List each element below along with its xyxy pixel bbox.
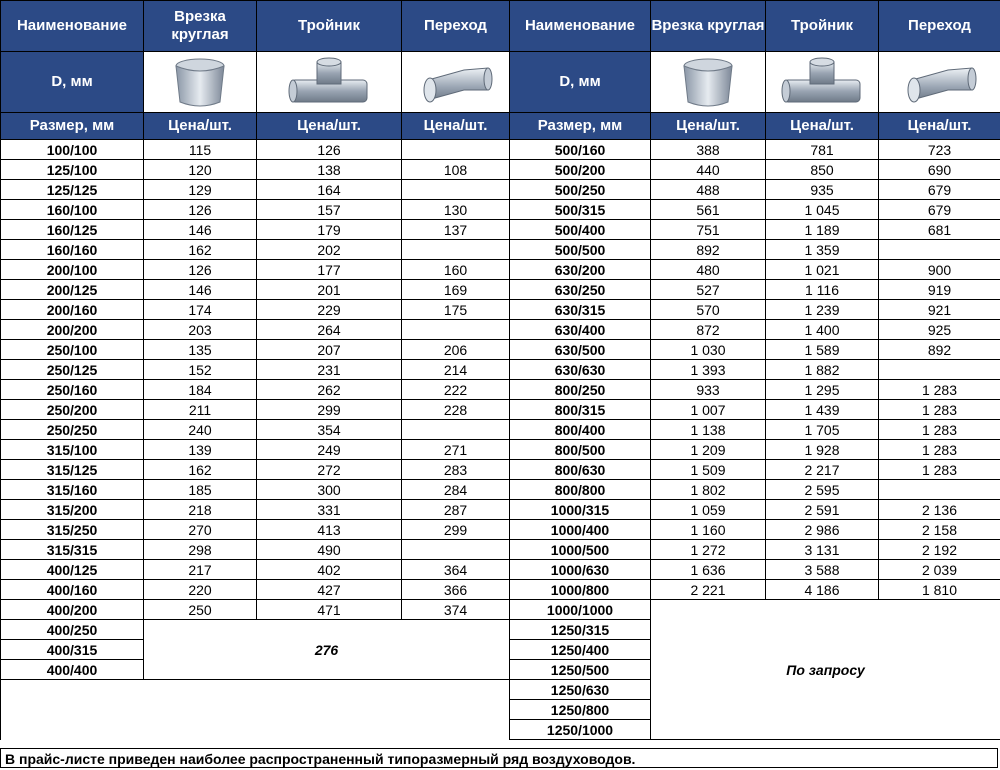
tee-price-cell: 207 xyxy=(257,340,402,360)
tee-price-cell: 272 xyxy=(257,460,402,480)
transition-price-cell: 169 xyxy=(402,280,510,300)
transition-price-cell: 681 xyxy=(879,220,1000,240)
size-cell: 250/100 xyxy=(1,340,144,360)
size-cell: 1000/1000 xyxy=(510,600,651,620)
tee-price-cell: 935 xyxy=(766,180,879,200)
size-cell: 200/200 xyxy=(1,320,144,340)
cut-price-cell: 892 xyxy=(651,240,766,260)
tee-price-cell: 201 xyxy=(257,280,402,300)
transition-price-cell xyxy=(402,180,510,200)
table-row xyxy=(1,180,1000,200)
table-row xyxy=(1,600,1000,620)
tee-price-cell: 471 xyxy=(257,600,402,620)
tee-price-cell: 231 xyxy=(257,360,402,380)
cut-price-cell: 1 509 xyxy=(651,460,766,480)
transition-price-cell: 1 283 xyxy=(879,400,1000,420)
tee-price-cell: 1 439 xyxy=(766,400,879,420)
size-cell: 1000/315 xyxy=(510,500,651,520)
size-cell: 630/500 xyxy=(510,340,651,360)
cut-price-cell: 1 272 xyxy=(651,540,766,560)
price-label: Цена/шт. xyxy=(879,113,1000,140)
cut-price-cell: 1 209 xyxy=(651,440,766,460)
size-cell: 160/125 xyxy=(1,220,144,240)
transition-price-cell: 1 283 xyxy=(879,440,1000,460)
tee-price-cell: 2 591 xyxy=(766,500,879,520)
cut-price-cell: 129 xyxy=(144,180,257,200)
transition-price-cell: 287 xyxy=(402,500,510,520)
empty-cell xyxy=(1,680,510,740)
transition-price-cell: 921 xyxy=(879,300,1000,320)
cut-price-cell: 185 xyxy=(144,480,257,500)
size-cell: 160/160 xyxy=(1,240,144,260)
tee-price-cell: 1 705 xyxy=(766,420,879,440)
table-row xyxy=(1,140,1000,160)
cut-price-cell: 2 221 xyxy=(651,580,766,600)
header-row-names xyxy=(1,1,1000,52)
size-cell: 400/125 xyxy=(1,560,144,580)
table-row xyxy=(1,280,1000,300)
tee-price-cell: 3 131 xyxy=(766,540,879,560)
cut-price-cell: 872 xyxy=(651,320,766,340)
tee-price-cell: 299 xyxy=(257,400,402,420)
cut-price-cell: 1 802 xyxy=(651,480,766,500)
transition-price-cell: 679 xyxy=(879,200,1000,220)
price-label: Цена/шт. xyxy=(144,113,257,140)
round-cut-icon xyxy=(651,52,766,113)
tee-price-cell: 4 186 xyxy=(766,580,879,600)
table-row xyxy=(1,220,1000,240)
size-cell: 125/100 xyxy=(1,160,144,180)
transition-price-cell: 374 xyxy=(402,600,510,620)
d-label-right: D, мм xyxy=(510,52,651,113)
table-row xyxy=(1,300,1000,320)
tee-price-cell: 1 589 xyxy=(766,340,879,360)
cut-price-cell: 1 059 xyxy=(651,500,766,520)
size-cell: 800/400 xyxy=(510,420,651,440)
transition-price-cell xyxy=(402,320,510,340)
cut-price-cell: 1 030 xyxy=(651,340,766,360)
size-cell: 250/200 xyxy=(1,400,144,420)
tee-price-cell: 164 xyxy=(257,180,402,200)
tee-price-cell: 229 xyxy=(257,300,402,320)
size-cell: 500/160 xyxy=(510,140,651,160)
cut-price-cell: 162 xyxy=(144,240,257,260)
tee-price-cell: 1 359 xyxy=(766,240,879,260)
size-cell: 800/500 xyxy=(510,440,651,460)
d-label-left: D, мм xyxy=(1,52,144,113)
table-row xyxy=(1,440,1000,460)
tee-price-cell: 249 xyxy=(257,440,402,460)
size-cell: 160/100 xyxy=(1,200,144,220)
transition-price-cell: 284 xyxy=(402,480,510,500)
tee-icon xyxy=(257,52,402,113)
tee-price-cell: 177 xyxy=(257,260,402,280)
cut-price-cell: 1 160 xyxy=(651,520,766,540)
table-row xyxy=(1,560,1000,580)
price-label: Цена/шт. xyxy=(402,113,510,140)
cut-price-cell: 527 xyxy=(651,280,766,300)
table-row xyxy=(1,400,1000,420)
cut-price-cell: 570 xyxy=(651,300,766,320)
transition-price-cell xyxy=(879,360,1000,380)
tee-price-cell: 1 045 xyxy=(766,200,879,220)
size-cell: 400/160 xyxy=(1,580,144,600)
tee-price-cell: 1 882 xyxy=(766,360,879,380)
cut-price-cell: 240 xyxy=(144,420,257,440)
tee-price-cell: 490 xyxy=(257,540,402,560)
cut-price-cell: 1 636 xyxy=(651,560,766,580)
cut-price-cell: 203 xyxy=(144,320,257,340)
table-row xyxy=(1,580,1000,600)
tee-price-cell: 157 xyxy=(257,200,402,220)
table-row xyxy=(1,360,1000,380)
cut-price-cell: 220 xyxy=(144,580,257,600)
size-cell: 250/160 xyxy=(1,380,144,400)
size-cell: 500/500 xyxy=(510,240,651,260)
tee-price-cell: 781 xyxy=(766,140,879,160)
tee-price-cell: 1 400 xyxy=(766,320,879,340)
tee-price-cell: 138 xyxy=(257,160,402,180)
cut-price-cell: 217 xyxy=(144,560,257,580)
transition-price-cell xyxy=(402,540,510,560)
size-cell: 315/160 xyxy=(1,480,144,500)
size-cell: 1250/400 xyxy=(510,640,651,660)
size-cell: 250/125 xyxy=(1,360,144,380)
cut-price-cell: 126 xyxy=(144,200,257,220)
size-cell: 400/250 xyxy=(1,620,144,640)
price-label: Цена/шт. xyxy=(766,113,879,140)
size-cell: 200/100 xyxy=(1,260,144,280)
size-cell: 1000/500 xyxy=(510,540,651,560)
size-cell: 400/400 xyxy=(1,660,144,680)
table-row xyxy=(1,240,1000,260)
tee-price-cell: 300 xyxy=(257,480,402,500)
tee-price-cell: 1 116 xyxy=(766,280,879,300)
size-cell: 100/100 xyxy=(1,140,144,160)
transition-price-cell: 2 158 xyxy=(879,520,1000,540)
tee-price-cell: 1 021 xyxy=(766,260,879,280)
transition-price-cell: 366 xyxy=(402,580,510,600)
transition-price-cell: 900 xyxy=(879,260,1000,280)
cut-price-cell: 115 xyxy=(144,140,257,160)
tee-price-cell: 1 239 xyxy=(766,300,879,320)
size-cell: 1250/630 xyxy=(510,680,651,700)
cut-price-cell: 184 xyxy=(144,380,257,400)
transition-price-cell: 108 xyxy=(402,160,510,180)
table-row xyxy=(1,200,1000,220)
price-label: Цена/шт. xyxy=(651,113,766,140)
cut-price-cell: 480 xyxy=(651,260,766,280)
tee-price-cell: 354 xyxy=(257,420,402,440)
table-row xyxy=(1,420,1000,440)
transition-price-cell: 299 xyxy=(402,520,510,540)
tee-price-cell: 2 986 xyxy=(766,520,879,540)
transition-price-cell: 271 xyxy=(402,440,510,460)
cut-price-cell: 270 xyxy=(144,520,257,540)
table-row xyxy=(1,480,1000,500)
size-cell: 200/125 xyxy=(1,280,144,300)
transition-price-cell: 137 xyxy=(402,220,510,240)
cut-price-cell: 139 xyxy=(144,440,257,460)
size-cell: 315/315 xyxy=(1,540,144,560)
table-row xyxy=(1,460,1000,480)
table-row xyxy=(1,340,1000,360)
size-cell: 125/125 xyxy=(1,180,144,200)
size-cell: 800/315 xyxy=(510,400,651,420)
size-cell: 630/400 xyxy=(510,320,651,340)
col-name-right: Наименование xyxy=(510,1,651,52)
on-request-cell: По запросу xyxy=(651,600,1000,740)
cut-price-cell: 1 007 xyxy=(651,400,766,420)
transition-price-cell: 919 xyxy=(879,280,1000,300)
table-row xyxy=(1,500,1000,520)
tee-price-cell: 331 xyxy=(257,500,402,520)
cut-price-cell: 933 xyxy=(651,380,766,400)
size-cell: 630/200 xyxy=(510,260,651,280)
transition-price-cell: 1 283 xyxy=(879,380,1000,400)
transition-price-cell xyxy=(879,240,1000,260)
size-cell: 315/200 xyxy=(1,500,144,520)
table-row xyxy=(1,320,1000,340)
size-cell: 1000/630 xyxy=(510,560,651,580)
cut-price-cell: 1 393 xyxy=(651,360,766,380)
col-tee-right: Тройник xyxy=(766,1,879,52)
cut-price-cell: 146 xyxy=(144,280,257,300)
cut-price-cell: 488 xyxy=(651,180,766,200)
table-row xyxy=(1,260,1000,280)
transition-price-cell: 1 283 xyxy=(879,460,1000,480)
cut-price-cell: 174 xyxy=(144,300,257,320)
size-cell: 630/250 xyxy=(510,280,651,300)
size-cell: 1250/1000 xyxy=(510,720,651,740)
size-cell: 630/315 xyxy=(510,300,651,320)
price-table-body xyxy=(1,140,1000,740)
header-row-units xyxy=(1,113,1000,140)
transition-price-cell: 228 xyxy=(402,400,510,420)
size-cell: 500/250 xyxy=(510,180,651,200)
cut-price-cell: 440 xyxy=(651,160,766,180)
size-cell: 1250/500 xyxy=(510,660,651,680)
table-row xyxy=(1,520,1000,540)
size-cell: 200/160 xyxy=(1,300,144,320)
transition-price-cell xyxy=(402,240,510,260)
cut-price-cell: 561 xyxy=(651,200,766,220)
tee-price-cell: 1 295 xyxy=(766,380,879,400)
transition-price-cell: 222 xyxy=(402,380,510,400)
size-cell: 250/250 xyxy=(1,420,144,440)
cut-price-cell: 162 xyxy=(144,460,257,480)
size-cell: 630/630 xyxy=(510,360,651,380)
transition-price-cell: 160 xyxy=(402,260,510,280)
size-cell: 500/400 xyxy=(510,220,651,240)
transition-price-cell: 214 xyxy=(402,360,510,380)
transition-price-cell xyxy=(879,480,1000,500)
size-cell: 800/250 xyxy=(510,380,651,400)
tee-price-cell: 2 217 xyxy=(766,460,879,480)
size-label-right: Размер, мм xyxy=(510,113,651,140)
tee-price-cell: 202 xyxy=(257,240,402,260)
size-cell: 315/125 xyxy=(1,460,144,480)
cut-price-cell: 152 xyxy=(144,360,257,380)
transition-price-cell: 2 136 xyxy=(879,500,1000,520)
size-cell: 800/800 xyxy=(510,480,651,500)
cut-price-cell: 298 xyxy=(144,540,257,560)
merged-price-cell: 276 xyxy=(144,620,510,680)
col-cut-right: Врезка круглая xyxy=(651,1,766,52)
transition-price-cell: 1 810 xyxy=(879,580,1000,600)
tee-price-cell: 1 189 xyxy=(766,220,879,240)
col-name-left: Наименование xyxy=(1,1,144,52)
header-row-images xyxy=(1,52,1000,113)
tee-price-cell: 402 xyxy=(257,560,402,580)
cut-price-cell: 388 xyxy=(651,140,766,160)
cut-price-cell: 146 xyxy=(144,220,257,240)
price-label: Цена/шт. xyxy=(257,113,402,140)
tee-price-cell: 264 xyxy=(257,320,402,340)
cut-price-cell: 1 138 xyxy=(651,420,766,440)
round-cut-icon xyxy=(144,52,257,113)
tee-price-cell: 179 xyxy=(257,220,402,240)
tee-icon xyxy=(766,52,879,113)
size-cell: 400/315 xyxy=(1,640,144,660)
transition-price-cell: 723 xyxy=(879,140,1000,160)
size-cell: 1250/315 xyxy=(510,620,651,640)
transition-price-cell: 892 xyxy=(879,340,1000,360)
cut-price-cell: 120 xyxy=(144,160,257,180)
size-cell: 1250/800 xyxy=(510,700,651,720)
col-tee-left: Тройник xyxy=(257,1,402,52)
col-cut-left: Врезка круглая xyxy=(144,1,257,52)
size-cell: 500/315 xyxy=(510,200,651,220)
transition-icon xyxy=(879,52,1000,113)
table-row xyxy=(1,160,1000,180)
size-cell: 1000/800 xyxy=(510,580,651,600)
tee-price-cell: 413 xyxy=(257,520,402,540)
tee-price-cell: 262 xyxy=(257,380,402,400)
cut-price-cell: 135 xyxy=(144,340,257,360)
table-row xyxy=(1,540,1000,560)
transition-price-cell: 690 xyxy=(879,160,1000,180)
size-label-left: Размер, мм xyxy=(1,113,144,140)
size-cell: 315/250 xyxy=(1,520,144,540)
transition-price-cell: 925 xyxy=(879,320,1000,340)
cut-price-cell: 126 xyxy=(144,260,257,280)
tee-price-cell: 1 928 xyxy=(766,440,879,460)
cut-price-cell: 211 xyxy=(144,400,257,420)
transition-icon xyxy=(402,52,510,113)
size-cell: 1000/400 xyxy=(510,520,651,540)
tee-price-cell: 3 588 xyxy=(766,560,879,580)
transition-price-cell: 283 xyxy=(402,460,510,480)
col-trans-right: Переход xyxy=(879,1,1000,52)
tee-price-cell: 850 xyxy=(766,160,879,180)
transition-price-cell: 175 xyxy=(402,300,510,320)
transition-price-cell: 2 039 xyxy=(879,560,1000,580)
cut-price-cell: 751 xyxy=(651,220,766,240)
size-cell: 400/200 xyxy=(1,600,144,620)
transition-price-cell xyxy=(402,420,510,440)
cut-price-cell: 218 xyxy=(144,500,257,520)
transition-price-cell: 206 xyxy=(402,340,510,360)
transition-price-cell: 130 xyxy=(402,200,510,220)
transition-price-cell: 1 283 xyxy=(879,420,1000,440)
footer-note: В прайс-листе приведен наиболее распространенный типоразмерный ряд воздуховодов. xyxy=(0,748,998,768)
tee-price-cell: 2 595 xyxy=(766,480,879,500)
tee-price-cell: 427 xyxy=(257,580,402,600)
size-cell: 500/200 xyxy=(510,160,651,180)
table-row xyxy=(1,380,1000,400)
col-trans-left: Переход xyxy=(402,1,510,52)
transition-price-cell xyxy=(402,140,510,160)
cut-price-cell: 250 xyxy=(144,600,257,620)
size-cell: 800/630 xyxy=(510,460,651,480)
size-cell: 315/100 xyxy=(1,440,144,460)
transition-price-cell: 2 192 xyxy=(879,540,1000,560)
tee-price-cell: 126 xyxy=(257,140,402,160)
transition-price-cell: 364 xyxy=(402,560,510,580)
transition-price-cell: 679 xyxy=(879,180,1000,200)
